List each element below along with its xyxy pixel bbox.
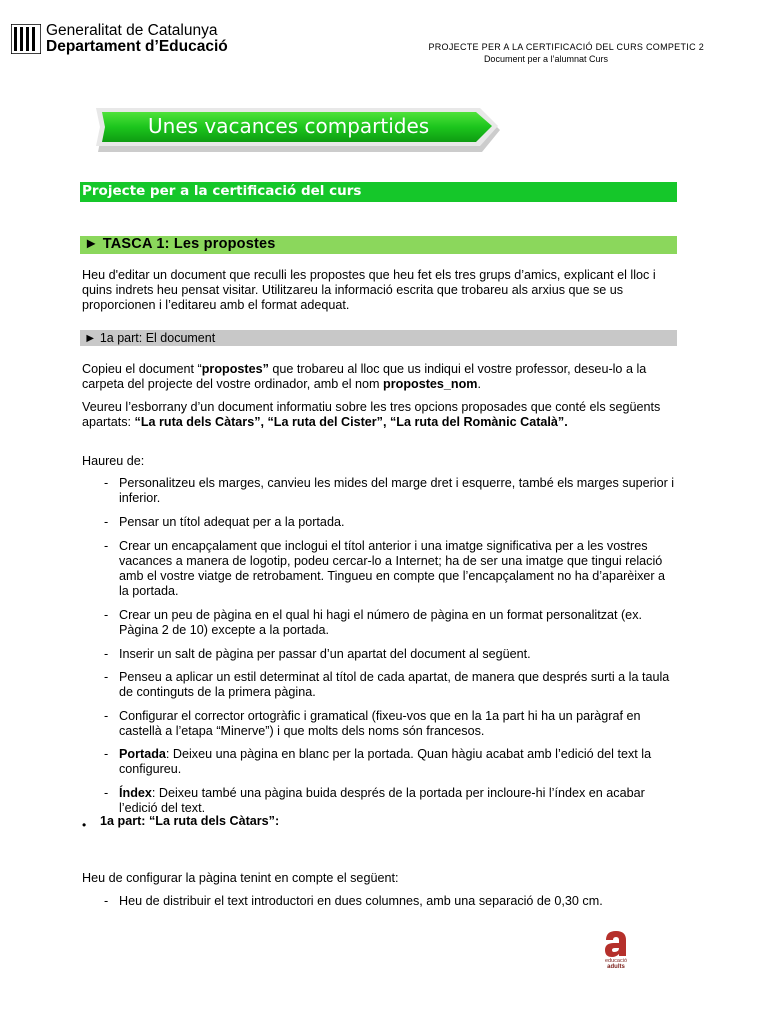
list-item: - Crear un peu de pàgina en el qual hi hagi el número de pàgina en un format personalitzat (ex. Pàgina 2 de 10) excepte a la portada. — [104, 608, 642, 637]
list-item: - Penseu a aplicar un estil determinat al títol de cada apartat, de manera que després surti a la taula de continguts de la primera pàgina. — [104, 670, 670, 699]
list-item: - Personalitzeu els marges, canvieu les mides del marge dret i esquerre, també els marges superior i inferior. — [104, 476, 675, 505]
educacio-adults-logo-icon — [600, 928, 636, 968]
generalitat-logo-icon — [11, 24, 41, 54]
org-name: Generalitat de Catalunya — [46, 22, 218, 39]
list-item: - Configurar el corrector ortogràfic i gramatical (fixeu-vos que en la 1a part hi ha un paràgraf en castellà a l’etapa “Minerve”) i que molts dels noms són francesos. — [104, 709, 641, 738]
list-item-index: - Índex: Deixeu també una pàgina buida després de la portada per incloure-hi l’índex en acabar l’edició del text. — [104, 786, 645, 815]
svg-text:educació: educació — [604, 958, 628, 964]
svg-text:adults: adults — [607, 964, 625, 968]
paragraph-copy-document: Copieu el document “propostes” que trobareu al lloc que us indiqui el vostre professor, deseu-lo a la carpeta del projecte del vostre ordinador, amb el nom propostes_nom. — [82, 362, 647, 391]
task-intro: Heu d'editar un document que reculli les propostes que heu fet els tres grups d’amics, explicant el lloc i quins indrets heu pensat visitar. Utilitzareu la informació escrita que trobareu als arxius que se us proporcionen i l’editareu amb el format adequat. — [82, 268, 656, 312]
list-item: - Crear un encapçalament que inclogui el títol anterior i una imatge significativa per a les vostres vacances a manera de logotip, podeu cercar-lo a Internet; ha de ser una imatge que tingui relació amb el vostre viatge de retrobament. Tingueu en compte que l’encapçalament no ha d’aparèixer a la portada. — [104, 539, 666, 598]
list-item: - Heu de distribuir el text introductori en dues columnes, amb una separació de 0,30 cm. — [104, 894, 603, 908]
bullet-marker: • — [82, 818, 87, 832]
section-title: Projecte per a la certificació del curs — [82, 183, 362, 199]
list-item: - Pensar un títol adequat per a la portada. — [104, 515, 345, 529]
document-header-title: PROJECTE PER A LA CERTIFICACIÓ DEL CURS COMPETIC 2 — [428, 42, 704, 52]
task-title: ► TASCA 1: Les propostes — [84, 236, 276, 252]
document-header-subtitle: Document per a l’alumnat Curs — [483, 54, 608, 64]
list-item-portada: - Portada: Deixeu una pàgina en blanc per la portada. Quan hàgiu acabat amb l’edició del text la configureu. — [104, 747, 652, 776]
paragraph-haureu-de: Haureu de: — [82, 454, 145, 468]
banner-title: Unes vacances compartides — [148, 114, 430, 138]
department-name: Departament d’Educació — [46, 38, 228, 55]
subsection-cathars: 1a part: “La ruta dels Càtars”: — [100, 814, 280, 828]
list-item: - Inserir un salt de pàgina per passar d’un apartat del document al següent. — [104, 647, 531, 661]
part-title: ► 1a part: El document — [84, 331, 216, 345]
paragraph-config: Heu de configurar la pàgina tenint en compte el següent: — [82, 871, 399, 885]
paragraph-draft: Veureu l’esborrany d’un document informatiu sobre les tres opcions proposades que conté els següents apartats: “La ruta dels Càtars”, “La ruta del Cister”, “La ruta del Romànic Català”. — [82, 400, 661, 429]
